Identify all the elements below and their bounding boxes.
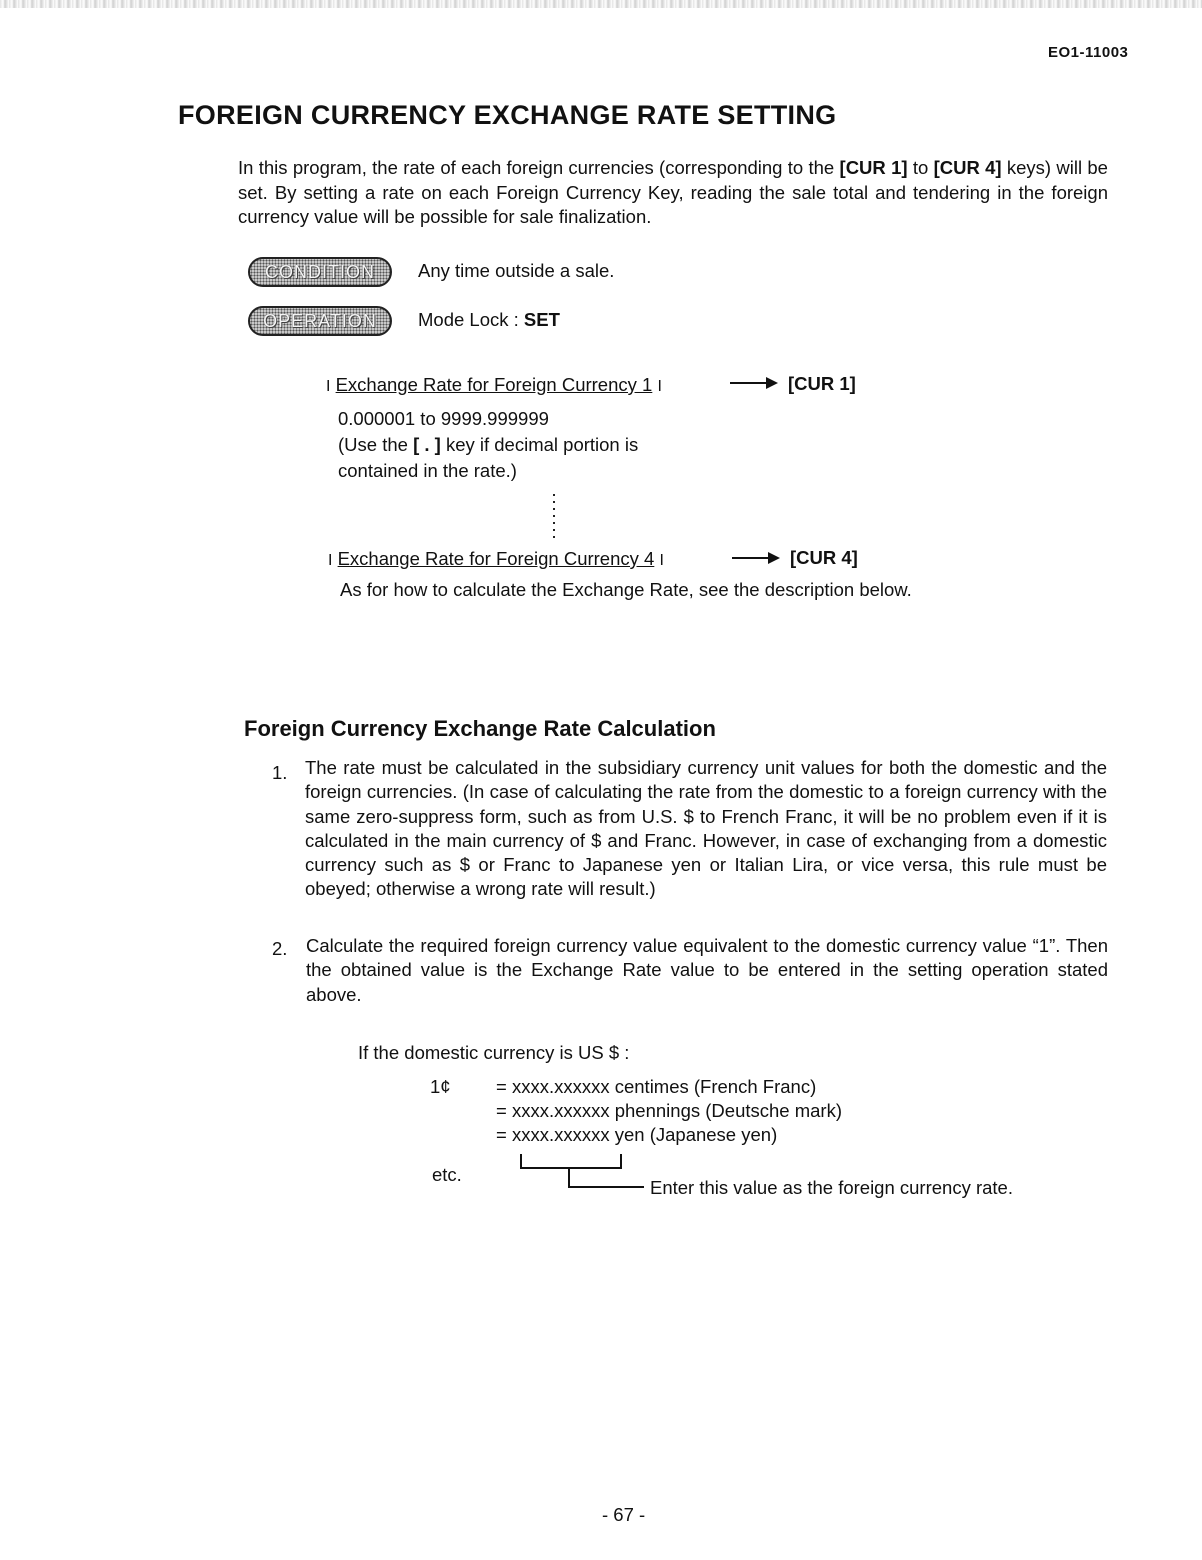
scan-edge-noise (0, 0, 1202, 8)
rate-entry-4-arrow-icon (732, 557, 770, 559)
example-etc: etc. (432, 1164, 462, 1185)
page-number: - 67 - (602, 1504, 646, 1525)
condition-badge: CONDITION (248, 257, 392, 287)
intro-key-cur1: [CUR 1] (839, 157, 908, 178)
example-row-2 (496, 1100, 842, 1122)
rate-entry-1-label: Exchange Rate for Foreign Currency 1 (335, 374, 653, 395)
vertical-ellipsis (553, 494, 555, 542)
decimal-note-prefix: (Use the (338, 434, 414, 455)
decimal-note-end: contained in the rate.) (338, 460, 517, 481)
rate-entry-1-arrow-icon (730, 382, 768, 384)
example-row-2-eq: = (496, 1100, 507, 1121)
bracket-right-tick (620, 1154, 622, 1168)
example-row-1 (496, 1076, 816, 1098)
example-unit: 1¢ (430, 1076, 451, 1097)
rate-entry-4-bar-left: I (328, 552, 333, 569)
list-item-1-text: The rate must be calculated in the subsidiary currency unit values for both the domestic and the foreign currencies. (In case of calculating the rate from the domestic to a foreign currency with the same zero-suppress form, such as from U.S. $ to French Franc, it will be no problem even if it is calculated in the main currency of $ and Franc. However, in case of exchanging from a domestic currency such as $ or Franc to Japanese yen or Italian Lira, or vice versa, this rule must be obeyed; otherwise a wrong rate will result.) (305, 757, 1107, 900)
rate-entry-4-key: [CUR 4] (790, 547, 858, 568)
example-row-3-eq: = (496, 1124, 507, 1145)
rate-entry-4-bar-right: I (659, 552, 664, 569)
example-row-1-value: xxxx.xxxxxx (511, 1076, 610, 1097)
rate-entry-1-key: [CUR 1] (788, 373, 856, 394)
rate-range: 0.000001 to 9999.999999 (338, 408, 549, 429)
bracket-stem (568, 1167, 570, 1187)
rate-entry-1-bar-left: I (326, 378, 331, 395)
intro-text-3: keys) will be set. By setting a rate on each Foreign Currency Key, reading the sale total and tendering in the foreign currency value will be possible for sale finalization. (238, 157, 1108, 227)
example-callout: Enter this value as the foreign currency rate. (650, 1177, 1013, 1198)
section-heading: Foreign Currency Exchange Rate Calculation (244, 716, 716, 741)
operation-text (418, 309, 560, 331)
intro-key-cur4: [CUR 4] (933, 157, 1002, 178)
intro-text-1: In this program, the rate of each foreign currencies (corresponding to the (238, 157, 840, 178)
rate-range-block (338, 406, 638, 484)
rate-entry-1 (326, 374, 662, 396)
example-row-3-desc: yen (Japanese yen) (614, 1124, 778, 1145)
example-row-1-desc: centimes (French Franc) (614, 1076, 817, 1097)
rate-entry-1-bar-right: I (657, 378, 662, 395)
list-item-2-text: Calculate the required foreign currency value equivalent to the domestic currency value “1”. Then the obtained value is the Exchange Rate value to be entered in the setting operation stated above. (306, 935, 1108, 1005)
list-item-1-number: 1. (272, 762, 288, 783)
rate-entry-4 (328, 548, 664, 570)
document-number: EO1-11003 (1048, 44, 1129, 61)
rate-entry-4-label: Exchange Rate for Foreign Currency 4 (337, 548, 655, 569)
operation-mode: SET (523, 309, 560, 330)
example-row-2-value: xxxx.xxxxxx (511, 1100, 610, 1121)
page-title: FOREIGN CURRENCY EXCHANGE RATE SETTING (178, 100, 837, 130)
decimal-note (338, 432, 638, 458)
intro-paragraph (238, 156, 1108, 230)
intro-text-2: to (907, 157, 934, 178)
calculation-note: As for how to calculate the Exchange Rate, see the description below. (340, 579, 912, 600)
example-intro: If the domestic currency is US $ : (358, 1042, 630, 1063)
decimal-key: [ . ] (413, 434, 441, 455)
example-row-3-value: xxxx.xxxxxx (511, 1124, 610, 1145)
example-row-2-desc: phennings (Deutsche mark) (614, 1100, 842, 1121)
list-item-2-number: 2. (272, 938, 288, 959)
example-row-3 (496, 1124, 777, 1146)
decimal-note-suffix: key if decimal portion is (440, 434, 639, 455)
condition-text: Any time outside a sale. (418, 260, 615, 281)
bracket-leader (568, 1186, 644, 1188)
bracket-left-tick (520, 1154, 522, 1168)
example-row-1-eq: = (496, 1076, 507, 1097)
operation-prefix: Mode Lock : (418, 309, 524, 330)
operation-badge: OPERATION (248, 306, 392, 336)
bracket-bottom (520, 1167, 622, 1169)
